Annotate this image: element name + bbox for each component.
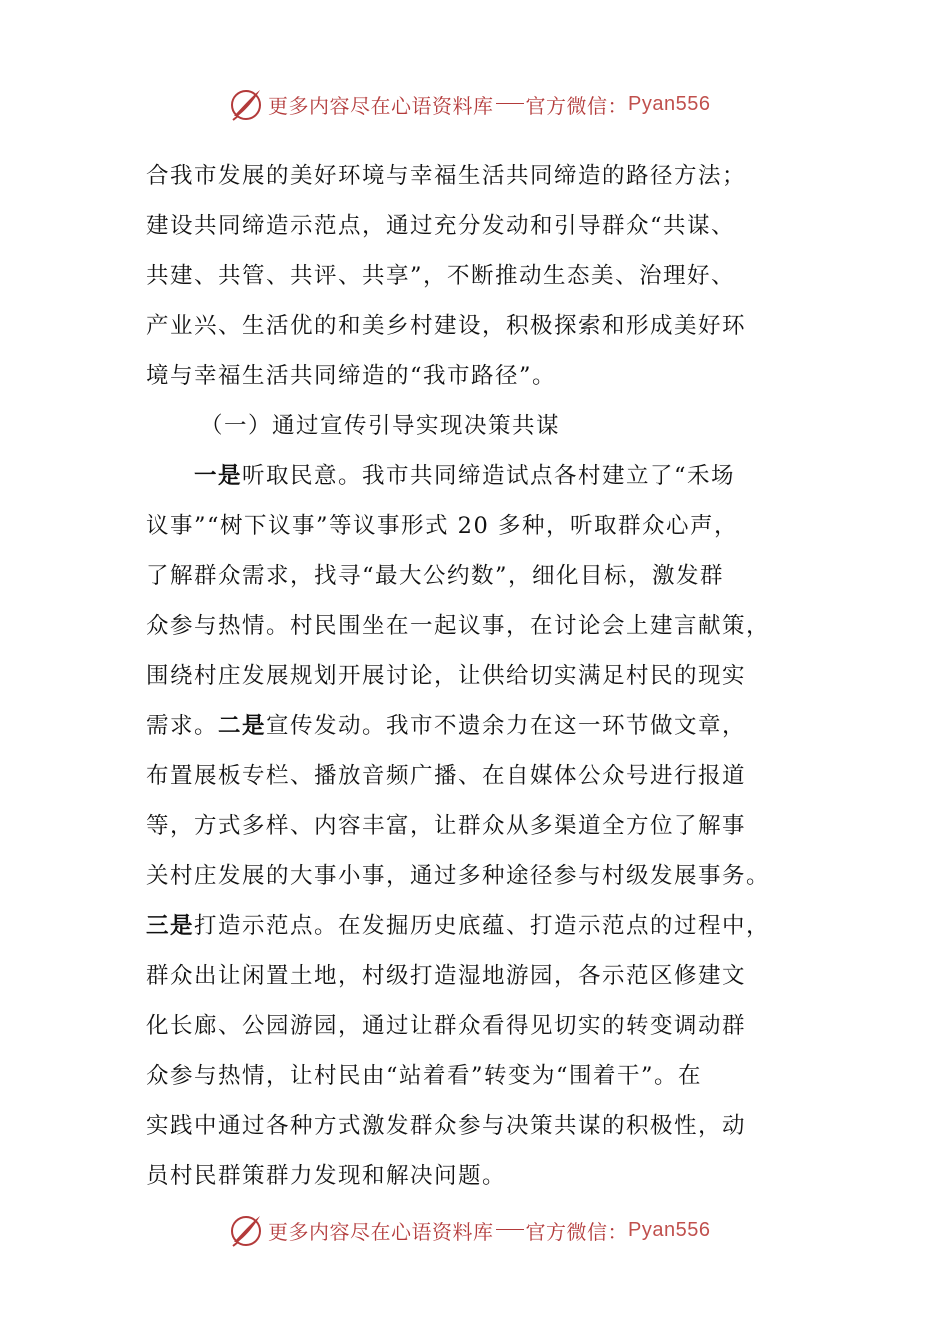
text-line: 化长廊、公园游园，通过让群众看得见切实的转变调动群: [146, 1013, 747, 1039]
line-text: 需求。: [146, 713, 219, 739]
text-line: 实践中通过各种方式激发群众参与决策共谋的积极性，动: [146, 1113, 747, 1139]
quill-logo-icon: [228, 1212, 264, 1248]
banner-text: 更多内容尽在心语资料库: [268, 1219, 494, 1244]
text-line: 群众出让闲置土地，村级打造湿地游园，各示范区修建文: [146, 963, 747, 989]
text-line: 境与幸福生活共同缔造的“我市路径”。: [146, 363, 557, 389]
text-line: 了解群众需求，找寻“最大公约数”，细化目标，激发群: [146, 563, 725, 589]
text-line: 共建、共管、共评、共享”，不断推动生态美、治理好、: [146, 263, 736, 289]
text-line: [146, 701, 806, 751]
line-text: 宣传发动。我市不遗余力在这一环节做文章，: [266, 713, 747, 739]
document-body: [146, 151, 806, 1201]
banner-wechat-id: Pyan556: [628, 92, 711, 115]
header-watermark-banner: [228, 84, 710, 124]
banner-dash: [496, 103, 524, 104]
quill-logo-icon: [228, 86, 264, 122]
section-heading: （一）通过宣传引导实现决策共谋: [200, 413, 561, 439]
banner-label: 官方微信：: [525, 1219, 628, 1244]
text-line: [146, 901, 806, 951]
line-text: 打造示范点。在发掘历史底蕴、打造示范点的过程中，: [194, 913, 771, 939]
text-line: 围绕村庄发展规划开展讨论，让供给切实满足村民的现实: [146, 663, 747, 689]
text-line: 建设共同缔造示范点，通过充分发动和引导群众“共谋、: [146, 213, 736, 239]
banner-text: 更多内容尽在心语资料库: [268, 93, 494, 118]
banner-wechat-id: Pyan556: [628, 1218, 711, 1241]
text-line: [146, 451, 806, 501]
line-text: 听取民意。我市共同缔造试点各村建立了“禾场: [242, 463, 736, 489]
text-line: 关村庄发展的大事小事，通过多种途径参与村级发展事务。: [146, 863, 771, 889]
text-line: 议事”“树下议事”等议事形式 20 多种，听取群众心声，: [146, 513, 738, 539]
text-line: 布置展板专栏、播放音频广播、在自媒体公众号进行报道: [146, 763, 747, 789]
text-line: 员村民群策群力发现和解决问题。: [146, 1163, 507, 1189]
banner-dash: [496, 1229, 524, 1230]
keyword-second: 二是: [218, 713, 267, 739]
footer-watermark-banner: [228, 1210, 710, 1250]
text-line: 产业兴、生活优的和美乡村建设，积极探索和形成美好环: [146, 313, 747, 339]
banner-label: 官方微信：: [525, 93, 628, 118]
keyword-third: 三是: [146, 913, 195, 939]
text-line: 众参与热情。村民围坐在一起议事，在讨论会上建言献策，: [146, 613, 771, 639]
text-line: 众参与热情，让村民由“站着看”转变为“围着干”。在: [146, 1063, 703, 1089]
text-line: 合我市发展的美好环境与幸福生活共同缔造的路径方法；: [146, 163, 747, 189]
text-line: 等，方式多样、内容丰富，让群众从多渠道全方位了解事: [146, 813, 747, 839]
keyword-first: 一是: [194, 463, 243, 489]
